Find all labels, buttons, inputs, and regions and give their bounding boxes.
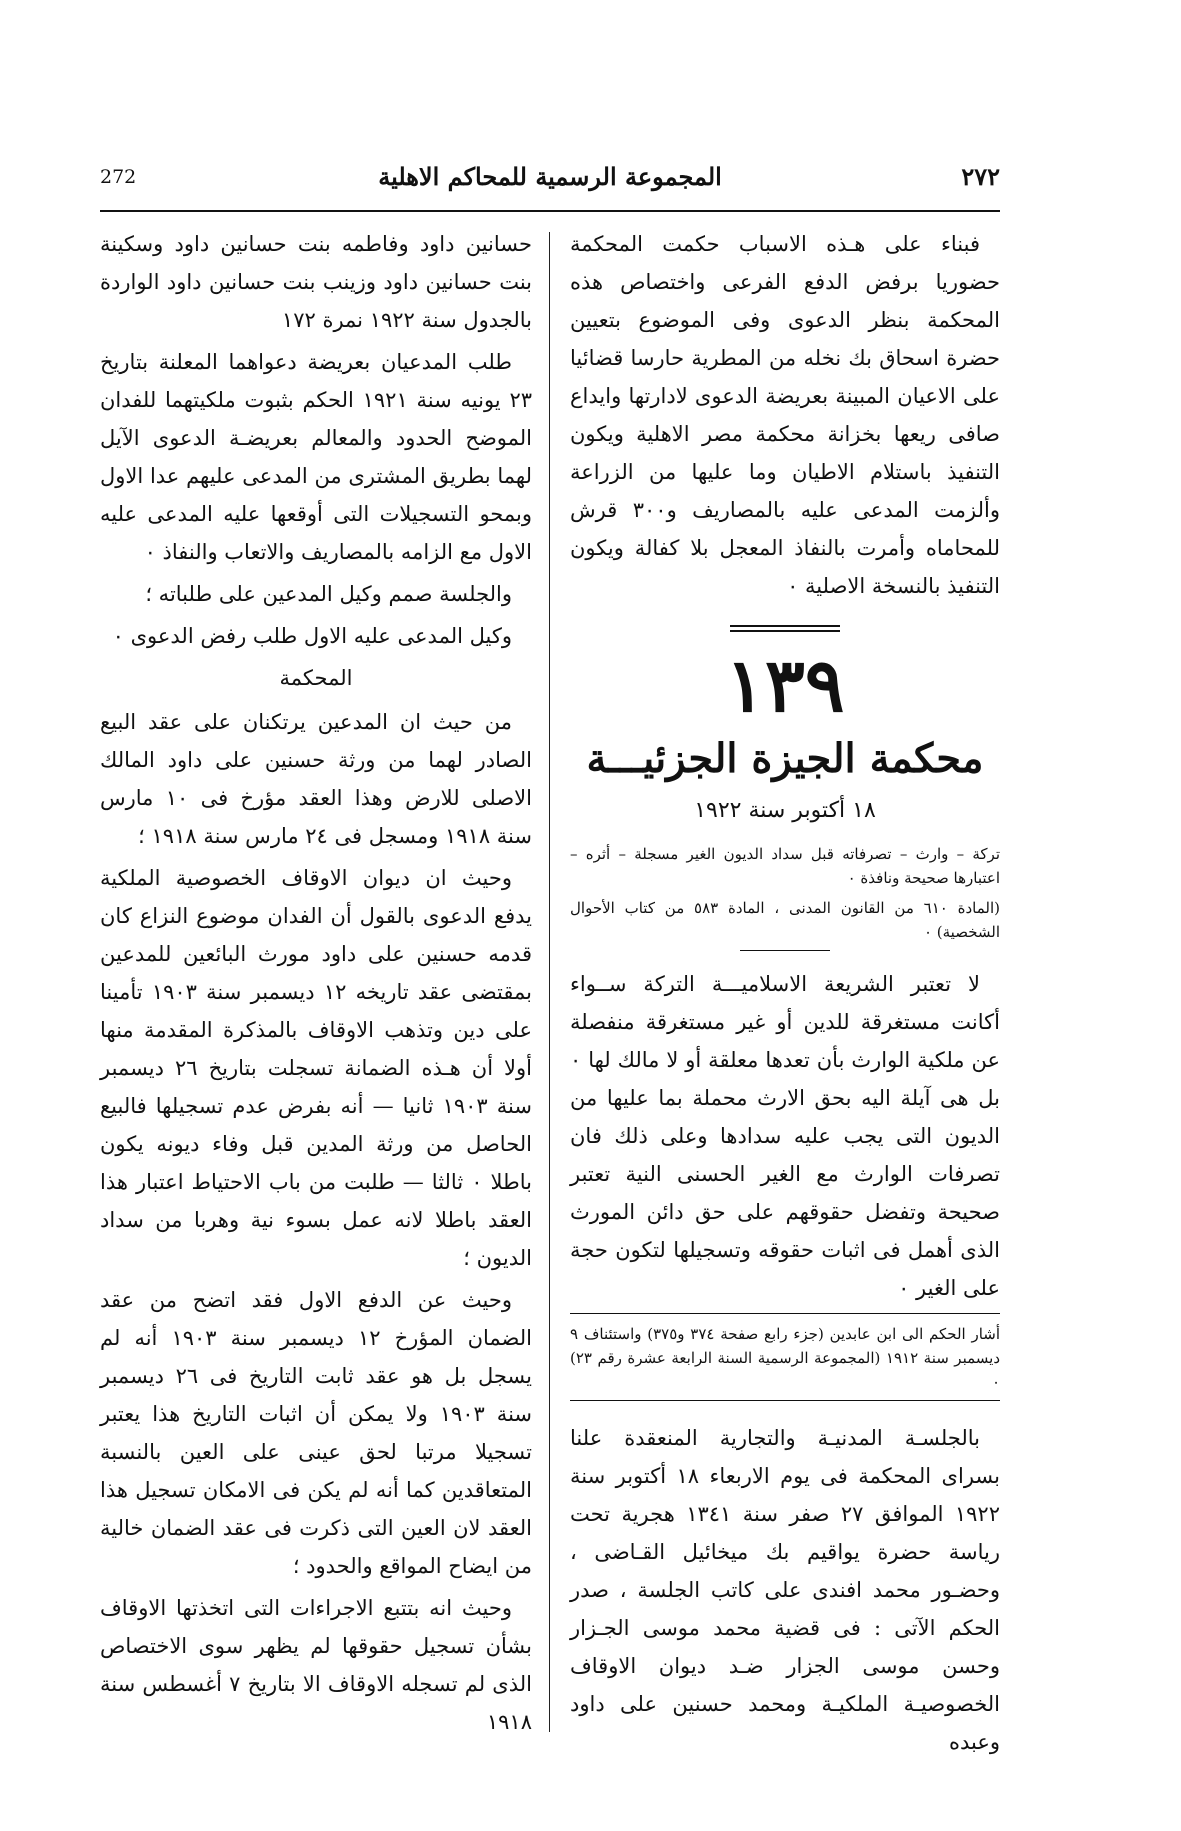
case-number: ١٣٩	[725, 643, 845, 729]
court-name: محكمة الجيزة الجزئيـــة	[586, 735, 984, 782]
reasoning-3: وحيث عن الدفع الاول فقد اتضح من عقد الضمان المؤرخ ١٢ ديسمبر سنة ١٩٠٣ أنه لم يسجل بل هو عقد ثابت التاريخ فى ٢٦ ديسمبر سنة ١٩٠٣ ولا يمكن أن اثبات التاريخ هذا يعتبر تسجيلا مرتبا لحق عينى على العين بالنسبة المتعاقدين كما أنه لم يكن فى الامكان تسجيل هذا العقد لان العين التى ذكرت فى عقد الضمان خالية من ايضاح المواقع والحدود ؛	[100, 1288, 533, 1578]
page-number-latin: 272	[100, 166, 137, 188]
header-rule	[100, 210, 1000, 212]
case-summary: تركة – وارث – تصرفاته قبل سداد الديون الغير مسجلة – أثره – اعتبارها صحيحة ونافذة ٠	[570, 845, 1000, 887]
plaintiffs-counsel: والجلسة صمم وكيل المدعين على طلباته ؛	[145, 582, 512, 606]
reasoning-4: وحيث انه بتتبع الاجراءات التى اتخذتها الاوقاف بشأن تسجيل حقوقها لم يظهر سوى الاختصاص الذى لم تسجله الاوقاف الا بتاريخ ٧ أغسطس سنة ١٩١٨	[100, 1596, 532, 1734]
legal-principle: لا تعتبر الشريعة الاسلاميـــة التركة ســواء أكانت مستغرقة للدين أو غير مستغرقة منفصلة عن ملكية الوارث بأن تعدها معلقة أو لا مالك لها ٠ بل هى آيلة اليه بحق الارث محملة بما عليها من الديون التى يجب عليه سدادها وعلى ذلك فان تصرفات الوارث مع الغير الحسنى النية تعتبر صحيحة وتفضل حقوقهم على حق دائن المورث الذى أهمل فى اثبات حقوقه وتسجيلها لتكون حجة على الغير ٠	[570, 972, 1000, 1300]
court-date: ١٨ أكتوبر سنة ١٩٢٢	[694, 798, 876, 823]
note-rule-top	[570, 1313, 1000, 1314]
section-separator	[730, 625, 840, 632]
parties-continued: حسانين داود وفاطمه بنت حسانين داود وسكينة بنت حسانين داود وزينب بنت حسانين داود الواردة بالجدول سنة ١٩٢٢ نمرة ١٧٢	[100, 232, 532, 332]
reference-note: أشار الحكم الى ابن عابدين (جزء رابع صفحة ٣٧٤ و٣٧٥) واستئناف ٩ ديسمبر سنة ١٩١٢ (المجموعة الرسمية السنة الرابعة عشرة رقم ٢٣) ٠	[570, 1325, 1000, 1391]
plaintiffs-request: طلب المدعيان بعريضة دعواهما المعلنة بتاريخ ٢٣ يونيه سنة ١٩٢١ الحكم بثبوت ملكيتهما للفدان الموضح الحدود والمعالم بعريضـة الدعوى الآيل لهما بطريق المشترى من المدعى عليهم عدا الاول وبمحو التسجيلات التى أوقعها عليه المدعى عليه الاول مع الزامه بالمصاريف والاتعاب والنفاذ ٠	[100, 350, 532, 564]
page-header	[100, 162, 1000, 202]
case-legal-references: (المادة ٦١٠ من القانون المدنى ، المادة ٥٨٣ من كتاب الأحوال الشخصية) ٠	[570, 899, 1001, 941]
judgment-conclusion: فبناء على هـذه الاسباب حكمت المحكمة حضوريا برفض الدفع الفرعى واختصاص هذه المحكمة بنظر الدعوى وفى الموضوع بتعيين حضرة اسحاق بك نخله من المطرية حارسا قضائيا على الاعيان المبينة بعريضة الدعوى لادارتها وايداع صافى ريعها بخزانة محكمة مصر الاهلية ويكون التنفيذ باستلام الاطيان وما عليها من الزراعة وألزمت المدعى عليه بالمصاريف و٣٠٠ قرش للمحاماه وأمرت بالنفاذ المعجل بلا كفالة ويكون التنفيذ بالنسخة الاصلية ٠	[570, 232, 1001, 598]
reasoning-1: من حيث ان المدعين يرتكنان على عقد البيع الصادر لهما من ورثة حسنين على داود المالك الاصلى للارض وهذا العقد مؤرخ فى ١٠ مارس سنة ١٩١٨ ومسجل فى ٢٤ مارس سنة ١٩١٨ ؛	[100, 710, 532, 848]
session-paragraph: بالجلسـة المدنيـة والتجارية المنعقدة علنا بسراى المحكمة فى يوم الاربعاء ١٨ أكتوبر سنة ١٩٢٢ الموافق ٢٧ صفر سنة ١٣٤١ هجرية تحت رياسة حضرة يواقيم بك ميخائيل القـاضى ، وحضـور محمد افندى على كاتب الجلسة ، صدر الحكم الآتى : فى قضية محمد موسى الجـزار وحسن موسى الجزار ضـد ديوان الاوقاف الخصوصيـة الملكيـة ومحمد حسنين على داود وعبده	[570, 1426, 1000, 1754]
court-heading: المحكمة	[279, 666, 353, 690]
page-number-arabic: ٢٧٢	[961, 162, 1000, 191]
running-title: المجموعة الرسمية للمحاكم الاهلية	[378, 162, 722, 191]
column-divider	[549, 232, 550, 1732]
defendant-counsel: وكيل المدعى عليه الاول طلب رفض الدعوى ٠	[112, 624, 512, 648]
right-column	[570, 225, 1000, 1765]
summary-rule	[740, 950, 830, 951]
left-column	[100, 225, 532, 1745]
note-rule-bottom	[570, 1400, 1000, 1401]
reasoning-2: وحيث ان ديوان الاوقاف الخصوصية الملكية يدفع الدعوى بالقول أن الفدان موضوع النزاع كان قدمه حسنين على داود مورث البائعين للمدعين بمقتضى عقد تاريخه ١٢ ديسمبر سنة ١٩٠٣ تأمينا على دين وتذهب الاوقاف بالمذكرة المقدمة منها أولا أن هـذه الضمانة تسجلت بتاريخ ٢٦ ديسمبر سنة ١٩٠٣ ثانيا — أنه بفرض عدم تسجيلها فالبيع الحاصل من ورثة المدين قبل وفاء ديونه يكون باطلا ٠ ثالثا — طلبت من باب الاحتياط اعتبار هذا العقد باطلا لانه عمل بسوء نية وهربا من سداد الديون ؛	[100, 866, 533, 1270]
